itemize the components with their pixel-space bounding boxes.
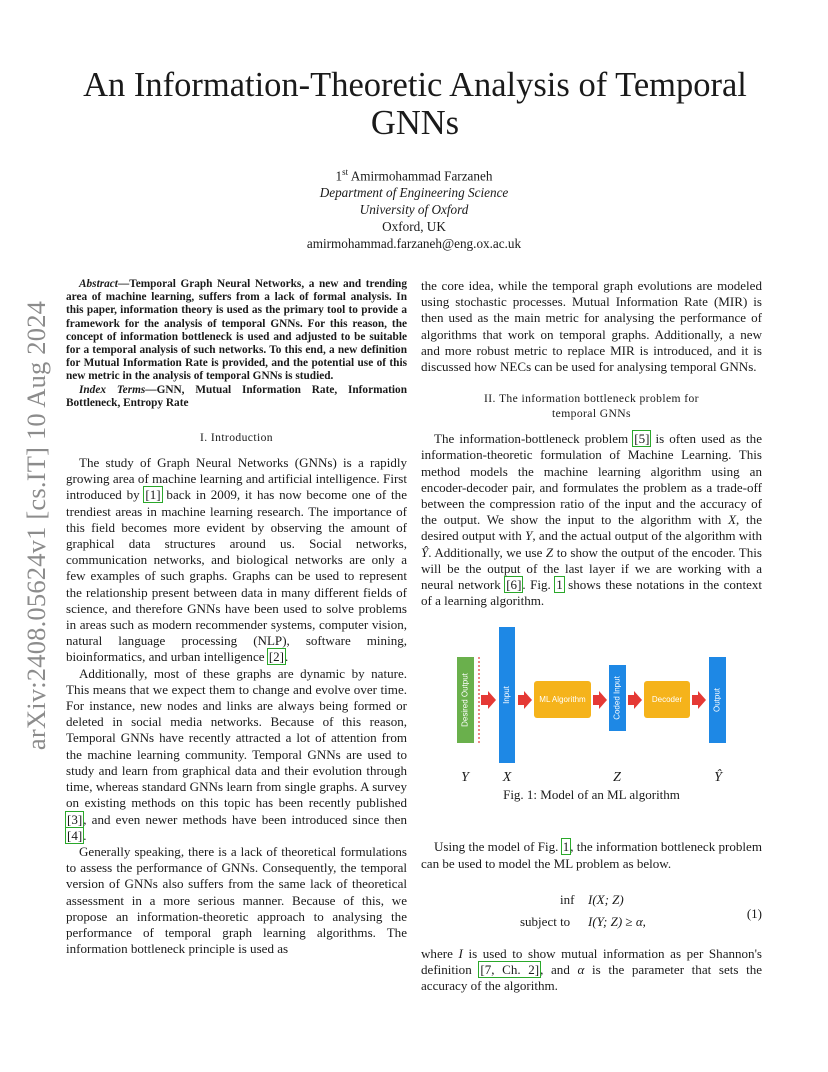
decoder-label: Decoder [651,695,683,705]
variable-z-label: Z [613,770,621,786]
author-location: Oxford, UK [382,219,446,235]
index-terms [66,384,407,410]
text-run: . Fig. [522,577,556,593]
math-var-i: I [458,945,463,961]
section-heading-introduction: I. Introduction [200,431,273,445]
text-run: is the parameter that sets the accuracy of the algorithm. [421,962,763,994]
text-run: The information-bottleneck problem [434,431,634,447]
citation-link[interactable]: [2] [268,649,285,665]
abstract-label: Abstract [79,278,118,290]
arrow-icon [593,691,607,709]
bottleneck-paragraph-3 [421,946,762,995]
text-run: is often used as the information-theoretic formulation of Machine Learning. This method models the machine learning algorithm using an encoder-decoder pair, and formulates the problem as a trade-off between the compression ratio of the input and the accuracy of the output. We show the input to the algorithm with [421,431,762,528]
equation-op-inf: inf [560,891,575,907]
variable-x-label: X [502,770,512,786]
math-var-yhat: Ŷ [421,544,429,560]
citation-link[interactable]: [3] [67,811,83,827]
arrow-icon [518,691,532,709]
intro-paragraph-1 [66,455,407,666]
text-run: shows these notations in the context of a learning algorithm. [421,577,763,609]
author-block [200,164,628,252]
citation-link[interactable]: [4] [67,827,83,843]
abstract-text: —Temporal Graph Neural Networks, a new and trending area of machine learning, suffers from a lack of formal analysis. In this paper, information theory is used as the primary tool to provide a framework for the analysis of temporal GNNs. For this reason, the concept of information bottleneck is used and adjusted to be suitable for a temporal analysis of such networks. To this end, a new definition for Mutual Information Rate is provided, and the potential use of this new metric in the analysis of temporal GNNs is studied. [66,278,407,383]
math-var-alpha: α [577,962,585,978]
text-run: to show the output of the encoder. This will be the output of the last layer if we are working with a neural network [421,544,762,593]
variable-yhat-label: Ŷ [714,770,722,786]
right-column [421,278,762,994]
text-run: Using the model of Fig. [434,839,562,855]
author-university: University of Oxford [359,202,469,218]
paper-title: An Information-Theoretic Analysis of Temporal GNNs [83,66,747,142]
text-run: , the information bottleneck problem can be used to model the ML problem as below. [421,839,762,871]
math-var-y: Y [525,528,533,544]
author-name: Amirmohammad Farzaneh [350,168,493,184]
equation-op-subject-to: subject to [520,913,571,929]
text-run: , and even newer methods have been introduced since then [83,811,407,827]
author-ordinal: 1 [335,168,343,184]
bottleneck-paragraph-1 [421,431,762,609]
citation-link[interactable]: [7, Ch. 2] [480,962,540,978]
index-terms-text: —GNN, Mutual Information Rate, Information Bottleneck, Entropy Rate [66,383,407,409]
text-run: , and [540,962,578,978]
figure-link[interactable]: 1 [562,839,570,855]
text-run: . [285,649,289,665]
arrow-icon [692,691,706,709]
section-heading-line-2: temporal GNNs [552,407,631,421]
arxiv-identifier [18,292,56,758]
math-var-x: X [728,512,737,528]
arrow-icon [628,691,642,709]
figure-diagram [421,627,762,837]
arrow-icon [481,691,496,709]
text-run: where [421,945,459,961]
equation-constraint: I(Y; Z) ≥ α, [588,913,646,929]
ml-algorithm-label: ML Algorithm [539,695,586,705]
figure-link[interactable]: 1 [556,577,563,593]
text-run: back in 2009, it has now become one of the trendiest areas in machine learning research. The importance of this field becomes more evident by observing the amount of graphical data structures around us. Social networks, communication networks, and biological networks are only a few examples of such graphs. Graphs can be used to represent the relationship present between data in many different fields of science, and therefore GNNs have been used to solve problems in areas such as modern recommender systems, computer vision, natural language processing (NLP), software mining, bioinformatics, and urban intelligence [66,487,407,665]
equation-number: (1) [746,905,762,921]
equation-1 [421,890,762,938]
coded-input-label: Coded Input [612,676,622,721]
desired-output-label: Desired Output [460,673,470,728]
text-run: is used to show mutual information as per Shannon's definition [421,945,763,978]
figure-1 [421,627,762,855]
arxiv-identifier-text: arXiv:2408.05624v1 [cs.IT] 10 Aug 2024 [21,300,52,750]
text-run: . [83,827,87,843]
figure-caption: Fig. 1: Model of an ML algorithm [503,787,680,803]
text-run: Additionally, most of these graphs are dynamic by nature. This means that we expect them to change and evolve over time. For instance, new nodes and links are always being formed or deleted in social media networks. Because of this reason, Temporal GNNs have recently attracted a lot of attention from the machine learning community. Temporal GNNs are used to study and learn from graphical data and their evolution through time, whereas standard GNNs learn from single graphs. A survey on existing methods on this topic has been recently published [66,665,407,811]
text-run: , the desired output with [421,512,762,544]
text-run: The study of Graph Neural Networks (GNNs) is a rapidly growing area of machine learning and artificial intelligence. First introduced by [66,455,407,503]
input-label: Input [502,686,512,705]
intro-paragraph-2 [66,666,407,844]
index-terms-label: Index Terms [79,383,146,396]
equation-objective: I(X; Z) [588,891,624,907]
left-column [66,278,407,957]
math-var-z: Z [545,544,554,560]
abstract [66,278,407,384]
author-email[interactable]: amirmohammad.farzaneh@eng.ox.ac.uk [306,236,522,252]
author-name-line [200,164,628,184]
text-run: , and the actual output of the algorithm with [532,528,763,544]
citation-link[interactable]: [5] [634,431,650,447]
author-ordinal-sup: st [342,167,349,177]
section-heading-line-1: II. The information bottleneck problem for [484,392,699,406]
text-run: . Additionally, we use [428,544,546,560]
section-heading-bottleneck [421,391,762,421]
variable-y-label: Y [461,770,469,786]
intro-paragraph-3-continued: the core idea, while the temporal graph evolutions are modeled using stochastic processes. Mutual Information Rate (MIR) is then used as the main metric for analysing the performance of algorithms that work on temporal graphs. Additionally, a new and more robust metric to replace MIR is introduced, and it is discussed how NECs can be used for analysing temporal GNNs. [421,278,762,375]
output-label: Output [712,688,722,713]
author-department: Department of Engineering Science [319,185,509,201]
intro-paragraph-3: Generally speaking, there is a lack of theoretical formulations to assess the performance of GNNs. Consequently, the temporal version of GNNs also suffers from the same lack of theoretical assessment in a more serious manner. Because of this, we propose an information-theoretic approach to analysing the performance of temporal graph learning algorithms. The information bottleneck principle is used as [66,843,407,957]
citation-link[interactable]: [1] [145,487,161,503]
citation-link[interactable]: [6] [506,577,522,593]
